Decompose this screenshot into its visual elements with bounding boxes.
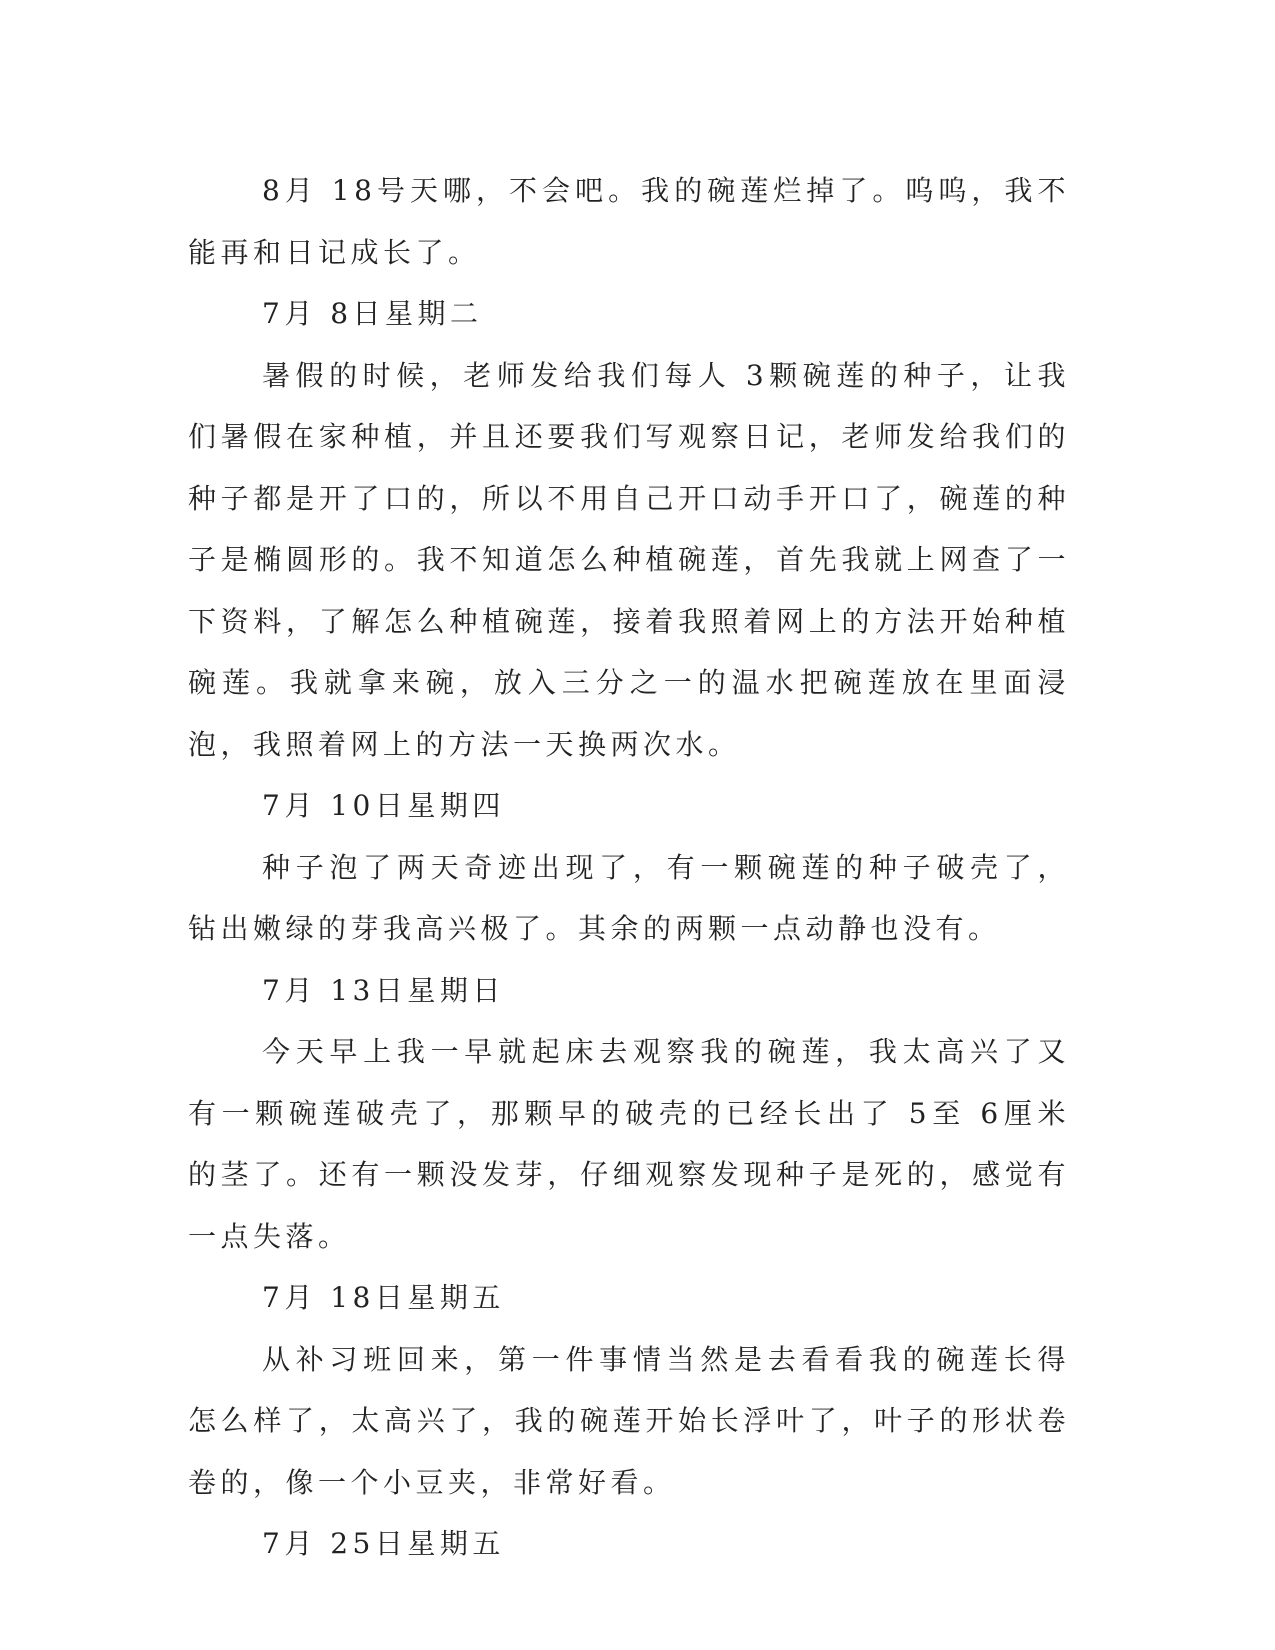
date-heading-jul-8: 7月 8日星期二 — [262, 297, 483, 330]
date-heading-jul-25: 7月 25日星期五 — [262, 1527, 505, 1560]
paragraph-jul-8: 暑假的时候，老师发给我们每人 3颗碗莲的种子，让我们暑假在家种植，并且还要我们写观察日记，老师发给我们的种子都是开了口的，所以不用自己开口动手开口了，碗莲的种子是椭圆形的。我不知道怎么种植碗莲，首先我就上网查了一下资料，了解怎么种植碗莲，接着我照着网上的方法开始种植碗莲。我就拿来碗，放入三分之一的温水把碗莲放在里面浸泡，我照着网上的方法一天换两次水。 — [188, 358, 1070, 761]
date-heading-jul-10: 7月 10日星期四 — [262, 789, 505, 822]
date-heading-jul-13: 7月 13日星期日 — [262, 973, 505, 1007]
paragraph-jul-18: 从补习班回来，第一件事情当然是去看看我的碗莲长得怎么样了，太高兴了，我的碗莲开始长浮叶了，叶子的形状卷卷的，像一个小豆夹，非常好看。 — [188, 1342, 1070, 1499]
paragraph-aug-18: 8月 18号天哪，不会吧。我的碗莲烂掉了。呜呜，我不能再和日记成长了。 — [188, 174, 1070, 269]
document-body — [188, 160, 1070, 1575]
paragraph-jul-10: 种子泡了两天奇迹出现了，有一颗碗莲的种子破壳了，钻出嫩绿的芽我高兴极了。其余的两颗一点动静也没有。 — [188, 850, 1070, 945]
paragraph-jul-13: 今天早上我一早就起床去观察我的碗莲，我太高兴了又有一颗碗莲破壳了，那颗早的破壳的已经长出了 5至 6厘米的茎了。还有一颗没发芽，仔细观察发现种子是死的，感觉有一点失落。 — [188, 1035, 1070, 1253]
date-heading-jul-18: 7月 18日星期五 — [262, 1281, 505, 1314]
